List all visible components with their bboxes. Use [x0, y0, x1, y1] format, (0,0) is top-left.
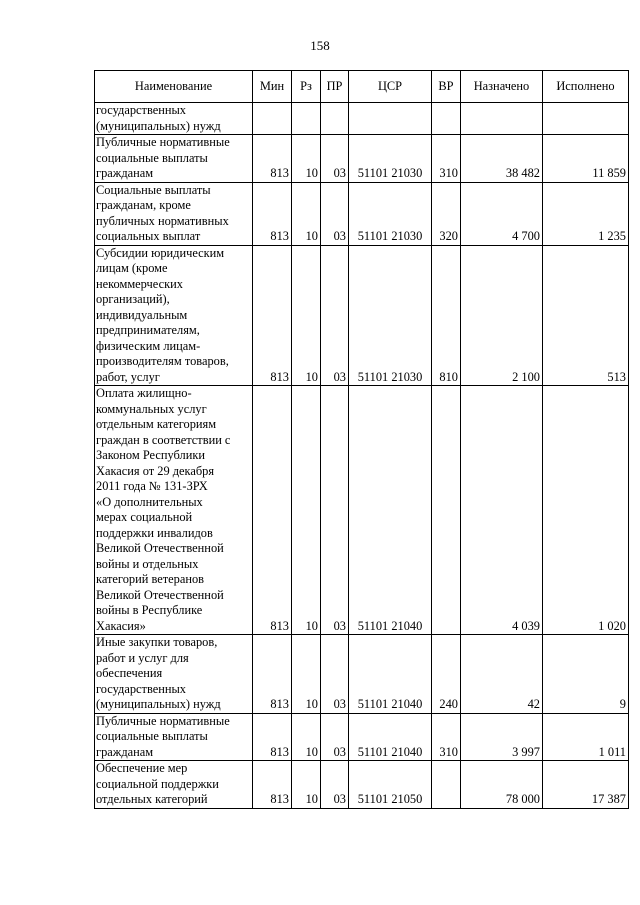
row-assigned: 78 000 [461, 761, 543, 809]
row-assigned: 38 482 [461, 135, 543, 183]
row-pr: 03 [321, 135, 349, 183]
row-rz: 10 [292, 135, 321, 183]
header-min: Мин [253, 71, 292, 103]
row-rz [292, 103, 321, 135]
row-executed: 513 [543, 245, 629, 386]
row-pr [321, 103, 349, 135]
row-executed: 1 020 [543, 386, 629, 635]
page-number: 158 [310, 38, 330, 53]
row-csr [349, 103, 432, 135]
row-vr: 810 [432, 245, 461, 386]
table-row [95, 135, 629, 183]
header-csr: ЦСР [349, 71, 432, 103]
row-pr: 03 [321, 245, 349, 386]
row-name: Оплата жилищно- коммунальных услуг отдельным категориям граждан в соответствии с Законом Республики Хакасия от 29 декабря 2011 года № 131-ЗРХ «О дополнительных мерах социальной поддержки инвалидов Великой Отечественной войны и отдельных категорий ветеранов Великой Отечественной войны в Республике Хакасия» [95, 386, 253, 635]
table-row [95, 182, 629, 245]
row-executed [543, 103, 629, 135]
row-executed: 1 235 [543, 182, 629, 245]
header-vr: ВР [432, 71, 461, 103]
row-rz: 10 [292, 635, 321, 714]
table-row [95, 103, 629, 135]
row-rz: 10 [292, 386, 321, 635]
row-csr: 51101 21030 [349, 245, 432, 386]
row-executed: 1 011 [543, 713, 629, 761]
row-csr: 51101 21040 [349, 713, 432, 761]
row-vr: 310 [432, 135, 461, 183]
row-vr: 320 [432, 182, 461, 245]
row-name: Обеспечение мер социальной поддержки отдельных категорий [95, 761, 253, 809]
row-assigned: 4 039 [461, 386, 543, 635]
row-pr: 03 [321, 713, 349, 761]
row-name: Социальные выплаты гражданам, кроме публичных нормативных социальных выплат [95, 182, 253, 245]
row-pr: 03 [321, 386, 349, 635]
row-name: Иные закупки товаров, работ и услуг для обеспечения государственных (муниципальных) нужд [95, 635, 253, 714]
row-assigned: 4 700 [461, 182, 543, 245]
header-rz: Рз [292, 71, 321, 103]
row-pr: 03 [321, 635, 349, 714]
header-name: Наименование [95, 71, 253, 103]
row-rz: 10 [292, 245, 321, 386]
row-name: Публичные нормативные социальные выплаты гражданам [95, 713, 253, 761]
row-assigned: 42 [461, 635, 543, 714]
row-rz: 10 [292, 713, 321, 761]
row-assigned: 3 997 [461, 713, 543, 761]
row-rz: 10 [292, 182, 321, 245]
row-name: Публичные нормативные социальные выплаты гражданам [95, 135, 253, 183]
row-csr: 51101 21030 [349, 135, 432, 183]
row-min: 813 [253, 386, 292, 635]
header-assigned: Назначено [461, 71, 543, 103]
row-vr: 240 [432, 635, 461, 714]
row-vr [432, 103, 461, 135]
table-row [95, 635, 629, 714]
table-row [95, 761, 629, 809]
row-rz: 10 [292, 761, 321, 809]
budget-table [94, 70, 629, 809]
row-min [253, 103, 292, 135]
row-vr [432, 761, 461, 809]
row-executed: 9 [543, 635, 629, 714]
row-min: 813 [253, 135, 292, 183]
row-csr: 51101 21050 [349, 761, 432, 809]
row-executed: 11 859 [543, 135, 629, 183]
row-min: 813 [253, 713, 292, 761]
row-min: 813 [253, 635, 292, 714]
row-executed: 17 387 [543, 761, 629, 809]
row-min: 813 [253, 245, 292, 386]
row-vr: 310 [432, 713, 461, 761]
table-header-row [95, 71, 629, 103]
table-row [95, 245, 629, 386]
row-csr: 51101 21030 [349, 182, 432, 245]
row-csr: 51101 21040 [349, 386, 432, 635]
row-min: 813 [253, 761, 292, 809]
header-pr: ПР [321, 71, 349, 103]
table-row [95, 713, 629, 761]
row-vr [432, 386, 461, 635]
row-assigned [461, 103, 543, 135]
row-name: государственных (муниципальных) нужд [95, 103, 253, 135]
row-min: 813 [253, 182, 292, 245]
table-row [95, 386, 629, 635]
row-csr: 51101 21040 [349, 635, 432, 714]
row-name: Субсидии юридическим лицам (кроме некоммерческих организаций), индивидуальным предпринимателям, физическим лицам- производителям товаров, работ, услуг [95, 245, 253, 386]
row-pr: 03 [321, 182, 349, 245]
row-pr: 03 [321, 761, 349, 809]
row-assigned: 2 100 [461, 245, 543, 386]
header-executed: Исполнено [543, 71, 629, 103]
